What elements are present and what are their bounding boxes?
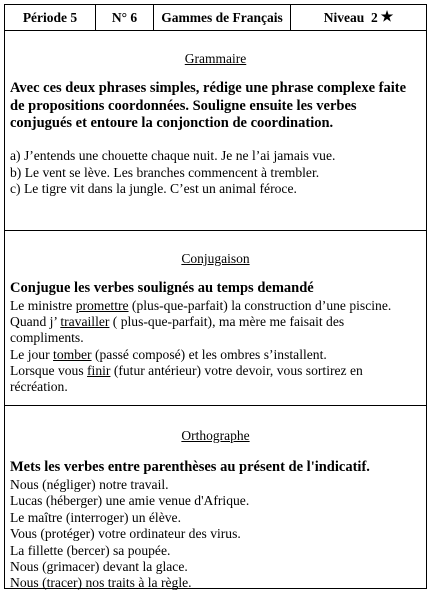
list-item: Nous (grimacer) devant la glace.: [10, 559, 188, 575]
list-item: Vous (protéger) votre ordinateur des virus.: [10, 526, 241, 542]
spelling-title: Orthographe: [181, 428, 250, 443]
sheet-title: Gammes de Français: [161, 9, 283, 25]
title-cell: [154, 5, 291, 30]
conjugation-section: [5, 231, 426, 406]
list-item: c) Le tigre vit dans la jungle. C’est un animal féroce.: [10, 181, 297, 196]
period-cell: [5, 5, 96, 30]
list-item: Lorsque vous finir (futur antérieur) votre devoir, vous sortirez en récréation.: [10, 362, 363, 395]
list-item: Le maître (interroger) un élève.: [10, 509, 181, 525]
conjugation-list: [10, 298, 414, 395]
list-item: Nous (tracer) nos traits à la règle.: [10, 575, 192, 591]
number-cell: [96, 5, 154, 30]
conjugation-title: Conjugaison: [181, 251, 250, 266]
number-label: N° 6: [111, 9, 138, 25]
spelling-list: [10, 477, 414, 592]
list-item: a) J’entends une chouette chaque nuit. Je ne l’ai jamais vue.: [10, 148, 336, 163]
period-label: Période 5: [22, 9, 78, 25]
worksheet: [4, 4, 427, 589]
grammar-list: [10, 148, 414, 198]
level-cell: [291, 5, 426, 30]
spelling-section: [5, 406, 426, 591]
list-item: Nous (négliger) notre travail.: [10, 477, 169, 492]
list-item: Le jour tomber (passé composé) et les ombres s’installent.: [10, 346, 327, 362]
list-item: La fillette (bercer) sa poupée.: [10, 542, 171, 558]
spelling-instruction: Mets les verbes entre parenthèses au présent de l'indicatif.: [10, 459, 370, 475]
list-item: Quand j’ travailler ( plus-que-parfait), ma mère me faisait des compliments.: [10, 314, 345, 346]
grammar-section: [5, 30, 426, 231]
grammar-instruction: Avec ces deux phrases simples, rédige une phrase complexe faite de propositions coordonnées. Souligne ensuite les verbes conjugués et entoure la conjonction de coordination.: [10, 80, 407, 131]
list-item: b) Le vent se lève. Les branches commencent à trembler.: [10, 164, 320, 180]
conjugation-instruction: Conjugue les verbes soulignés au temps demandé: [10, 280, 314, 296]
underlined-verb: promettre: [75, 298, 129, 313]
underlined-verb: travailler: [60, 314, 110, 330]
underlined-verb: tomber: [53, 346, 92, 362]
header-row: [5, 5, 426, 31]
list-item: Lucas (héberger) une amie venue d'Afrique.: [10, 493, 250, 509]
grammar-title: Grammaire: [184, 51, 247, 66]
underlined-verb: finir: [87, 362, 111, 378]
level-label: Niveau 2: [323, 9, 378, 25]
list-item: Le ministre promettre (plus-que-parfait) la construction d’une piscine.: [10, 298, 392, 313]
star-icon: ★: [380, 10, 394, 25]
